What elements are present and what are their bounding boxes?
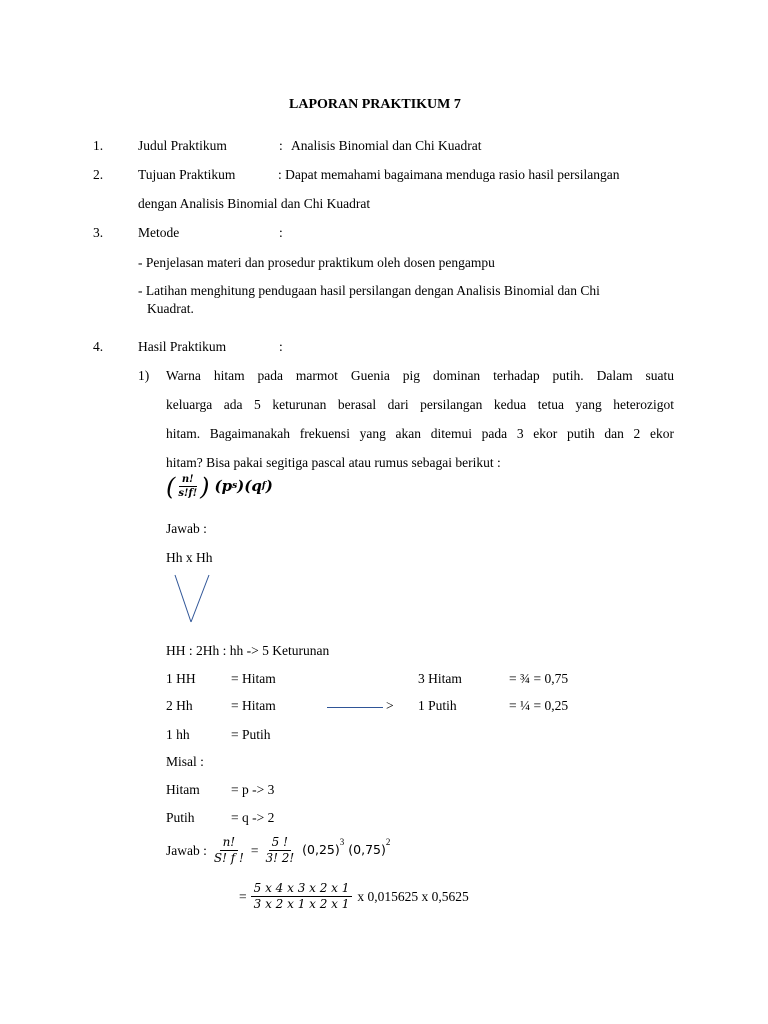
exponent: 3 [339,837,345,847]
phenotype-value: = Hitam [231,671,276,686]
calculation-step-2 [239,882,469,911]
formula-part: )(q [237,477,262,495]
fraction-denominator: 3 x 2 x 1 x 2 x 1 [253,897,350,912]
genotype-label: 1 HH [166,671,196,686]
formula-denominator: s!f! [178,488,198,499]
section-label: Hasil Praktikum [138,339,227,354]
section-label: Metode [138,225,180,240]
exponent: 2 [385,837,391,847]
cross-text: Hh x Hh [166,550,213,565]
section-number: 4. [93,339,104,354]
section-number: 2. [93,167,104,182]
calc-tail: x 0,015625 x 0,5625 [357,888,469,904]
formula-part: ) [265,477,273,495]
section-label: Tujuan Praktikum [138,167,236,182]
arrow-line [327,707,383,708]
formula-numerator: n! [179,474,197,487]
variable-value: = p -> 3 [231,782,275,797]
phenotype-value: = Hitam [231,698,276,713]
misal-label: Misal : [166,754,204,769]
result-value: = ¼ = 0,25 [509,698,569,713]
section-value: Analisis Binomial dan Chi Kuadrat [291,138,482,153]
result-label: 3 Hitam [418,671,462,686]
variable-value: = q -> 2 [231,810,275,825]
answer-label: Jawab : [166,521,207,536]
problem-number: 1) [138,368,150,383]
fraction-numerator: n! [220,836,239,851]
section-colon: : [279,225,283,240]
genotype-label: 1 hh [166,727,190,742]
fraction-numerator: 5 ! [269,836,291,851]
result-value: = ¾ = 0,75 [509,671,569,686]
cross-diagram [170,570,230,630]
variable-label: Hitam [166,782,200,797]
genotype-label: 2 Hh [166,698,193,713]
section-label: Judul Praktikum [138,138,227,153]
problem-text-line: hitam. Bagaimanakah frekuensi yang akan ditemui pada 3 ekor putih dan 2 ekor [166,426,674,441]
arrow-head: > [386,698,394,713]
probability-term: (0,25) [302,842,340,858]
section-value-continued: dengan Analisis Binomial dan Chi Kuadrat [138,196,371,211]
section-number: 1. [93,138,104,153]
method-bullet-continued: Kuadrat. [147,301,194,316]
fraction-numerator: 5 x 4 x 3 x 2 x 1 [251,882,353,897]
formula-part: (p [214,477,233,495]
problem-text-line: keluarga ada 5 keturunan berasal dari persilangan kedua tetua yang heterozigot [166,397,674,412]
equals-sign: = [250,842,259,858]
method-bullet: - Penjelasan materi dan prosedur praktikum oleh dosen pengampu [138,255,495,270]
calculation-step-1 [166,836,390,865]
problem-text-line: hitam? Bisa pakai segitiga pascal atau rumus sebagai berikut : [166,455,501,470]
variable-label: Putih [166,810,195,825]
calc-prefix: Jawab : [166,842,207,858]
section-colon: : [279,339,283,354]
fraction-denominator: 3! 2! [265,851,295,866]
phenotype-value: = Putih [231,727,271,742]
section-colon: : [279,138,283,153]
fraction-denominator: S! f ! [213,851,244,866]
problem-text-line: Warna hitam pada marmot Guenia pig dominan terhadap putih. Dalam suatu [166,368,674,383]
binomial-formula: ( $\frac{n!}{s!f!}$ ) (p s )(q f ) [166,472,273,501]
section-value: : Dapat memahami bagaimana menduga rasio hasil persilangan [278,167,620,182]
equals-sign: = [239,888,247,904]
result-label: 1 Putih [418,698,457,713]
ratio-text: HH : 2Hh : hh -> 5 Keturunan [166,643,330,658]
probability-term: (0,75) [348,842,386,858]
formula-exponent: f [261,481,266,491]
method-bullet: - Latihan menghitung pendugaan hasil persilangan dengan Analisis Binomial dan Chi [138,283,600,298]
report-title: LAPORAN PRAKTIKUM 7 [289,97,461,112]
section-number: 3. [93,225,104,240]
formula-exponent: s [232,481,238,491]
